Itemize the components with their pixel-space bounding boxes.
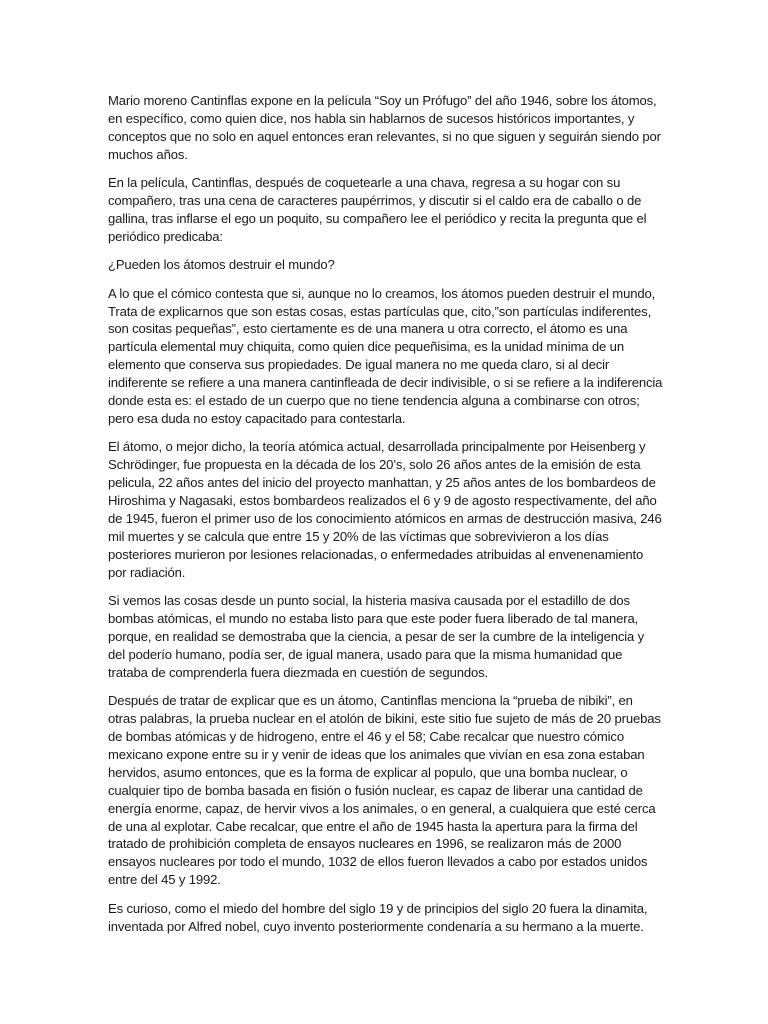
paragraph-social-view: Si vemos las cosas desde un punto social, la histeria masiva causada por el estadillo de dos bombas atómicas, el mundo no estaba listo para que este poder fuera liberado de tal manera, porque, en realidad se demostraba que la ciencia, a pesar de ser la cumbre de la inteligencia y del poderío humano, podía ser, de igual manera, usado para que la misma humanidad que trataba de comprenderla fuera diezmada en cuestión de segundos. [108,593,645,680]
paragraph-atoms-explanation: A lo que el cómico contesta que si, aunque no lo creamos, los átomos pueden destruir el mundo, Trata de explicarnos que son estas cosas, estas partículas que, cito,”son partículas indiferentes, son cositas pequeñas”, esto ciertamente es de una manera u otra correcto, el átomo es una partícula elemental muy chiquita, como quien dice pequeñisima, es la unidad mínima de un elemento que conserva sus propiedades. De igual manera no me queda claro, si al decir indiferente se refiere a una manera cantinfleada de decir indivisible, o si se refiere a la indiferencia donde esta es: el estado de un cuerpo que no tiene tendencia alguna a combinarse con otros; pero esa duda no estoy capacitado para contestarla. [108,285,663,426]
paragraph-question: ¿Pueden los átomos destruir el mundo? [108,257,335,273]
paragraph-atomic-theory: El átomo, o mejor dicho, la teoría atómica actual, desarrollada principalmente por Heisenberg y Schrödinger, fue propuesta en la década de los 20’s, solo 26 años antes de la emisión de esta pelicula, 22 años antes del inicio del proyecto manhattan, y 25 años antes de los bombardeos de Hiroshima y Nagasaki, estos bombardeos realizados el 6 y 9 de agosto respectivamente, del año de 1945, fueron el primer uso de los conocimiento atómicos en armas de destrucción masiva, 246 mil muertes y se calcula que entre 15 y 20% de las víctimas que sobrevivieron a los días posteriores murieron por lesiones relacionadas, o enfermedades atribuidas al envenenamiento por radiación. [108,439,662,580]
paragraph-intro: Mario moreno Cantinflas expone en la película “Soy un Prófugo” del año 1946, sobre los átomos, en específico, como quien dice, nos habla sin hablarnos de sucesos históricos importantes, y conceptos que no solo en aquel entonces eran relevantes, si no que siguen y seguirán siendo por muchos años. [108,93,661,162]
paragraph-dynamite: Es curioso, como el miedo del hombre del siglo 19 y de principios del siglo 20 fuera la dinamita, inventada por Alfred nobel, cuyo invento posteriormente condenaría a su hermano a la muerte. [108,900,648,934]
paragraph-bikini-tests: Después de tratar de explicar que es un átomo, Cantinflas menciona la “prueba de nibiki”, en otras palabras, la prueba nuclear en el atolón de bikini, este sitio fue sujeto de más de 20 pruebas de bombas atómicas y de hidrogeno, entre el 46 y el 58; Cabe recalcar que nuestro cómico mexicano expone entre su ir y venir de ideas que los animales que vivían en esa zona estaban hervidos, asumo entonces, que es la forma de explicar al populo, que una bomba nuclear, o cualquier tipo de bomba basada en fisión o fusión nuclear, es capaz de liberar una cantidad de energía enorme, capaz, de hervir vivos a los animales, o en general, a cualquiera que esté cerca de una al explotar. Cabe recalcar, que entre el año de 1945 hasta la apertura para la firma del tratado de prohibición completa de ensayos nucleares en 1996, se realizaron más de 2000 ensayos nucleares por todo el mundo, 1032 de ellos fueron llevados a cabo por estados unidos entre del 45 y 1992. [108,693,661,888]
document-page [108,92,664,946]
paragraph-film-scene: En la película, Cantinflas, después de coquetearle a una chava, regresa a su hogar con su compañero, tras una cena de caracteres paupérrimos, y discutir si el caldo era de caballo o de gallina, tras inflarse el ego un poquito, su compañero lee el periódico y recita la pregunta que el periódico predicaba: [108,175,647,244]
